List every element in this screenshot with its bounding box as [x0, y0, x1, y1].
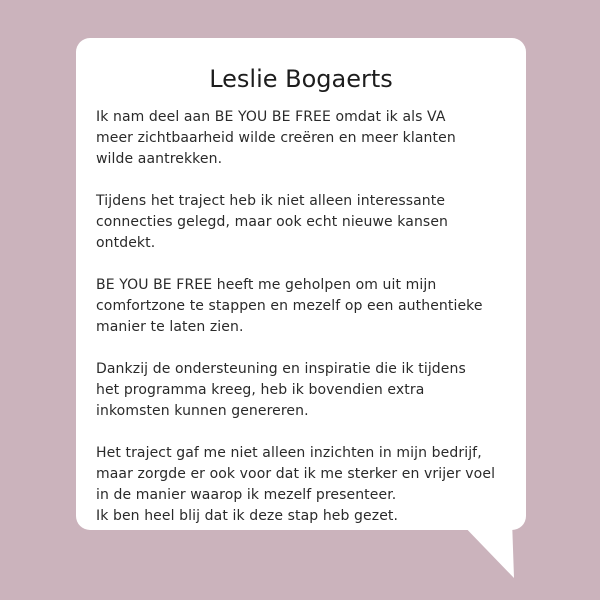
- testimonial-paragraph-2: [96, 191, 506, 254]
- text-line: BE YOU BE FREE heeft me geholpen om uit mijn: [96, 277, 437, 293]
- text-line: manier te laten zien.: [96, 319, 244, 335]
- text-line: meer zichtbaarheid wilde creëren en meer klanten: [96, 130, 456, 146]
- text-line: het programma kreeg, heb ik bovendien extra: [96, 382, 425, 398]
- text-line: comfortzone te stappen en mezelf op een authentieke: [96, 298, 483, 314]
- text-line: Ik nam deel aan BE YOU BE FREE omdat ik als VA: [96, 109, 446, 125]
- text-line: ontdekt.: [96, 235, 156, 251]
- text-line: Dankzij de ondersteuning en inspiratie die ik tijdens: [96, 361, 466, 377]
- testimonial-paragraph-4: [96, 359, 506, 422]
- text-line: maar zorgde er ook voor dat ik me sterker en vrijer voel: [96, 466, 496, 482]
- testimonial-author-name: Leslie Bogaerts: [209, 65, 393, 93]
- testimonial-paragraph-3: [96, 275, 506, 338]
- text-line: wilde aantrekken.: [96, 151, 223, 167]
- text-line: inkomsten kunnen genereren.: [96, 403, 309, 419]
- text-line: connecties gelegd, maar ook echt nieuwe kansen: [96, 214, 449, 230]
- testimonial-paragraph-5: [96, 443, 506, 527]
- text-line: Het traject gaf me niet alleen inzichten in mijn bedrijf,: [96, 445, 482, 461]
- testimonial-paragraph-1: [96, 107, 506, 170]
- speech-bubble-card: [76, 38, 526, 530]
- text-line: in de manier waarop ik mezelf presenteer.: [96, 487, 397, 503]
- text-line: Tijdens het traject heb ik niet alleen interessante: [96, 193, 446, 209]
- text-line: Ik ben heel blij dat ik deze stap heb gezet.: [96, 508, 399, 524]
